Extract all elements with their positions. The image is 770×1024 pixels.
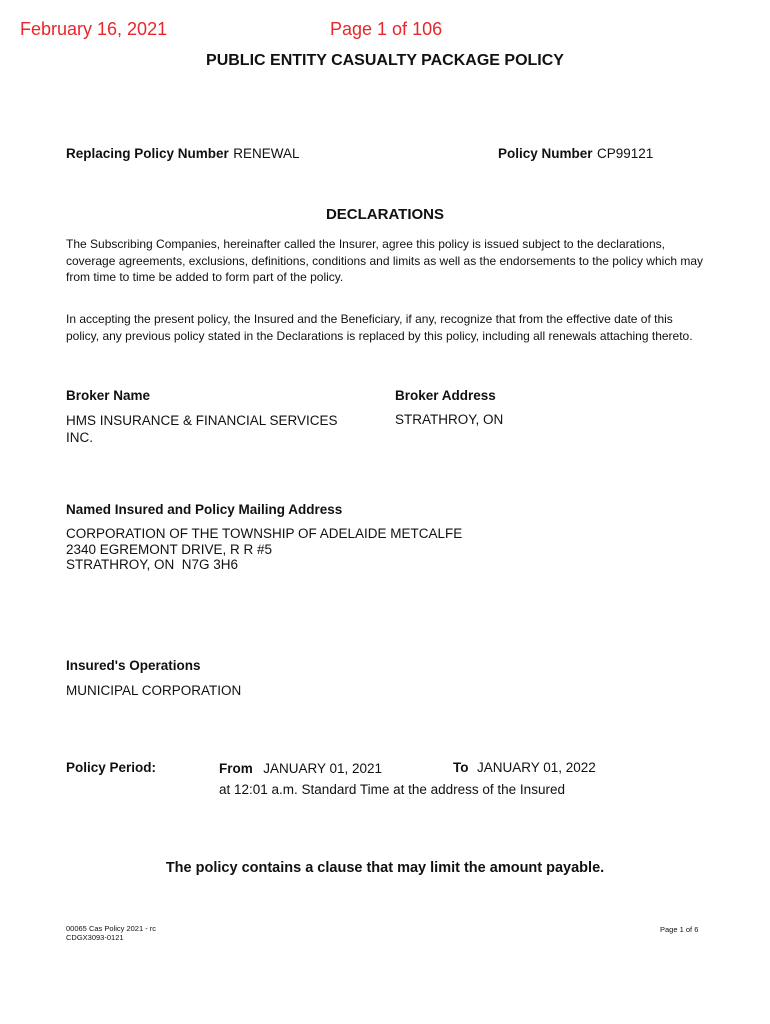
period-to-row: [453, 759, 596, 777]
insured-address-line-3: STRATHROY, ON N7G 3H6: [66, 557, 239, 572]
footer-form-line-1: 00065 Cas Policy 2021 - rc: [66, 924, 157, 933]
policy-number-value: CP99121: [596, 146, 654, 161]
policy-period-label: Policy Period:: [66, 760, 157, 775]
limit-notice: The policy contains a clause that may limit the amount payable.: [165, 860, 605, 876]
insured-address-line-1: CORPORATION OF THE TOWNSHIP OF ADELAIDE METCALFE: [66, 526, 463, 541]
declarations-paragraph-1: The Subscribing Companies, hereinafter called the Insurer, agree this policy is issued subject to the declarations, coverage agreements, exclusions, definitions, conditions and limits as well as the endorsements to the policy which may from time to time be added to form part of the policy.: [66, 237, 703, 284]
policy-number-row: [498, 145, 653, 163]
declarations-paragraph-2: In accepting the present policy, the Insured and the Beneficiary, if any, recognize that from the effective date of this policy, any previous policy stated in the Declarations is replaced by this policy, including all renewals attaching thereto.: [66, 312, 693, 343]
footer-form-line-2: CDGX3093-0121: [66, 933, 124, 942]
operations-label: Insured's Operations: [66, 658, 201, 673]
period-to-value: JANUARY 01, 2022: [476, 760, 596, 775]
named-insured-label: Named Insured and Policy Mailing Address: [66, 502, 343, 517]
replacing-policy-value: RENEWAL: [233, 146, 300, 161]
period-from-row: [219, 760, 382, 778]
broker-name-label: Broker Name: [66, 388, 151, 403]
date-stamp: February 16, 2021: [20, 19, 168, 39]
footer-page-number: Page 1 of 6: [660, 925, 699, 934]
broker-name-line-2: INC.: [66, 430, 93, 445]
policy-number-label: Policy Number: [498, 146, 593, 161]
replacing-policy-row: [66, 145, 300, 163]
period-note: at 12:01 a.m. Standard Time at the address of the Insured: [219, 782, 565, 797]
operations-value: MUNICIPAL CORPORATION: [66, 683, 242, 698]
page-title: PUBLIC ENTITY CASUALTY PACKAGE POLICY: [206, 52, 564, 69]
broker-address-value: STRATHROY, ON: [395, 412, 504, 427]
insured-address-line-2: 2340 EGREMONT DRIVE, R R #5: [66, 542, 273, 557]
declarations-heading: DECLARATIONS: [325, 206, 445, 223]
period-to-label: To: [453, 760, 469, 775]
broker-name-line-1: HMS INSURANCE & FINANCIAL SERVICES: [66, 413, 338, 428]
replacing-policy-label: Replacing Policy Number: [66, 146, 229, 161]
broker-address-label: Broker Address: [395, 388, 496, 403]
page-stamp: Page 1 of 106: [330, 19, 443, 39]
period-from-value: JANUARY 01, 2021: [263, 761, 383, 776]
period-from-label: From: [219, 761, 253, 776]
